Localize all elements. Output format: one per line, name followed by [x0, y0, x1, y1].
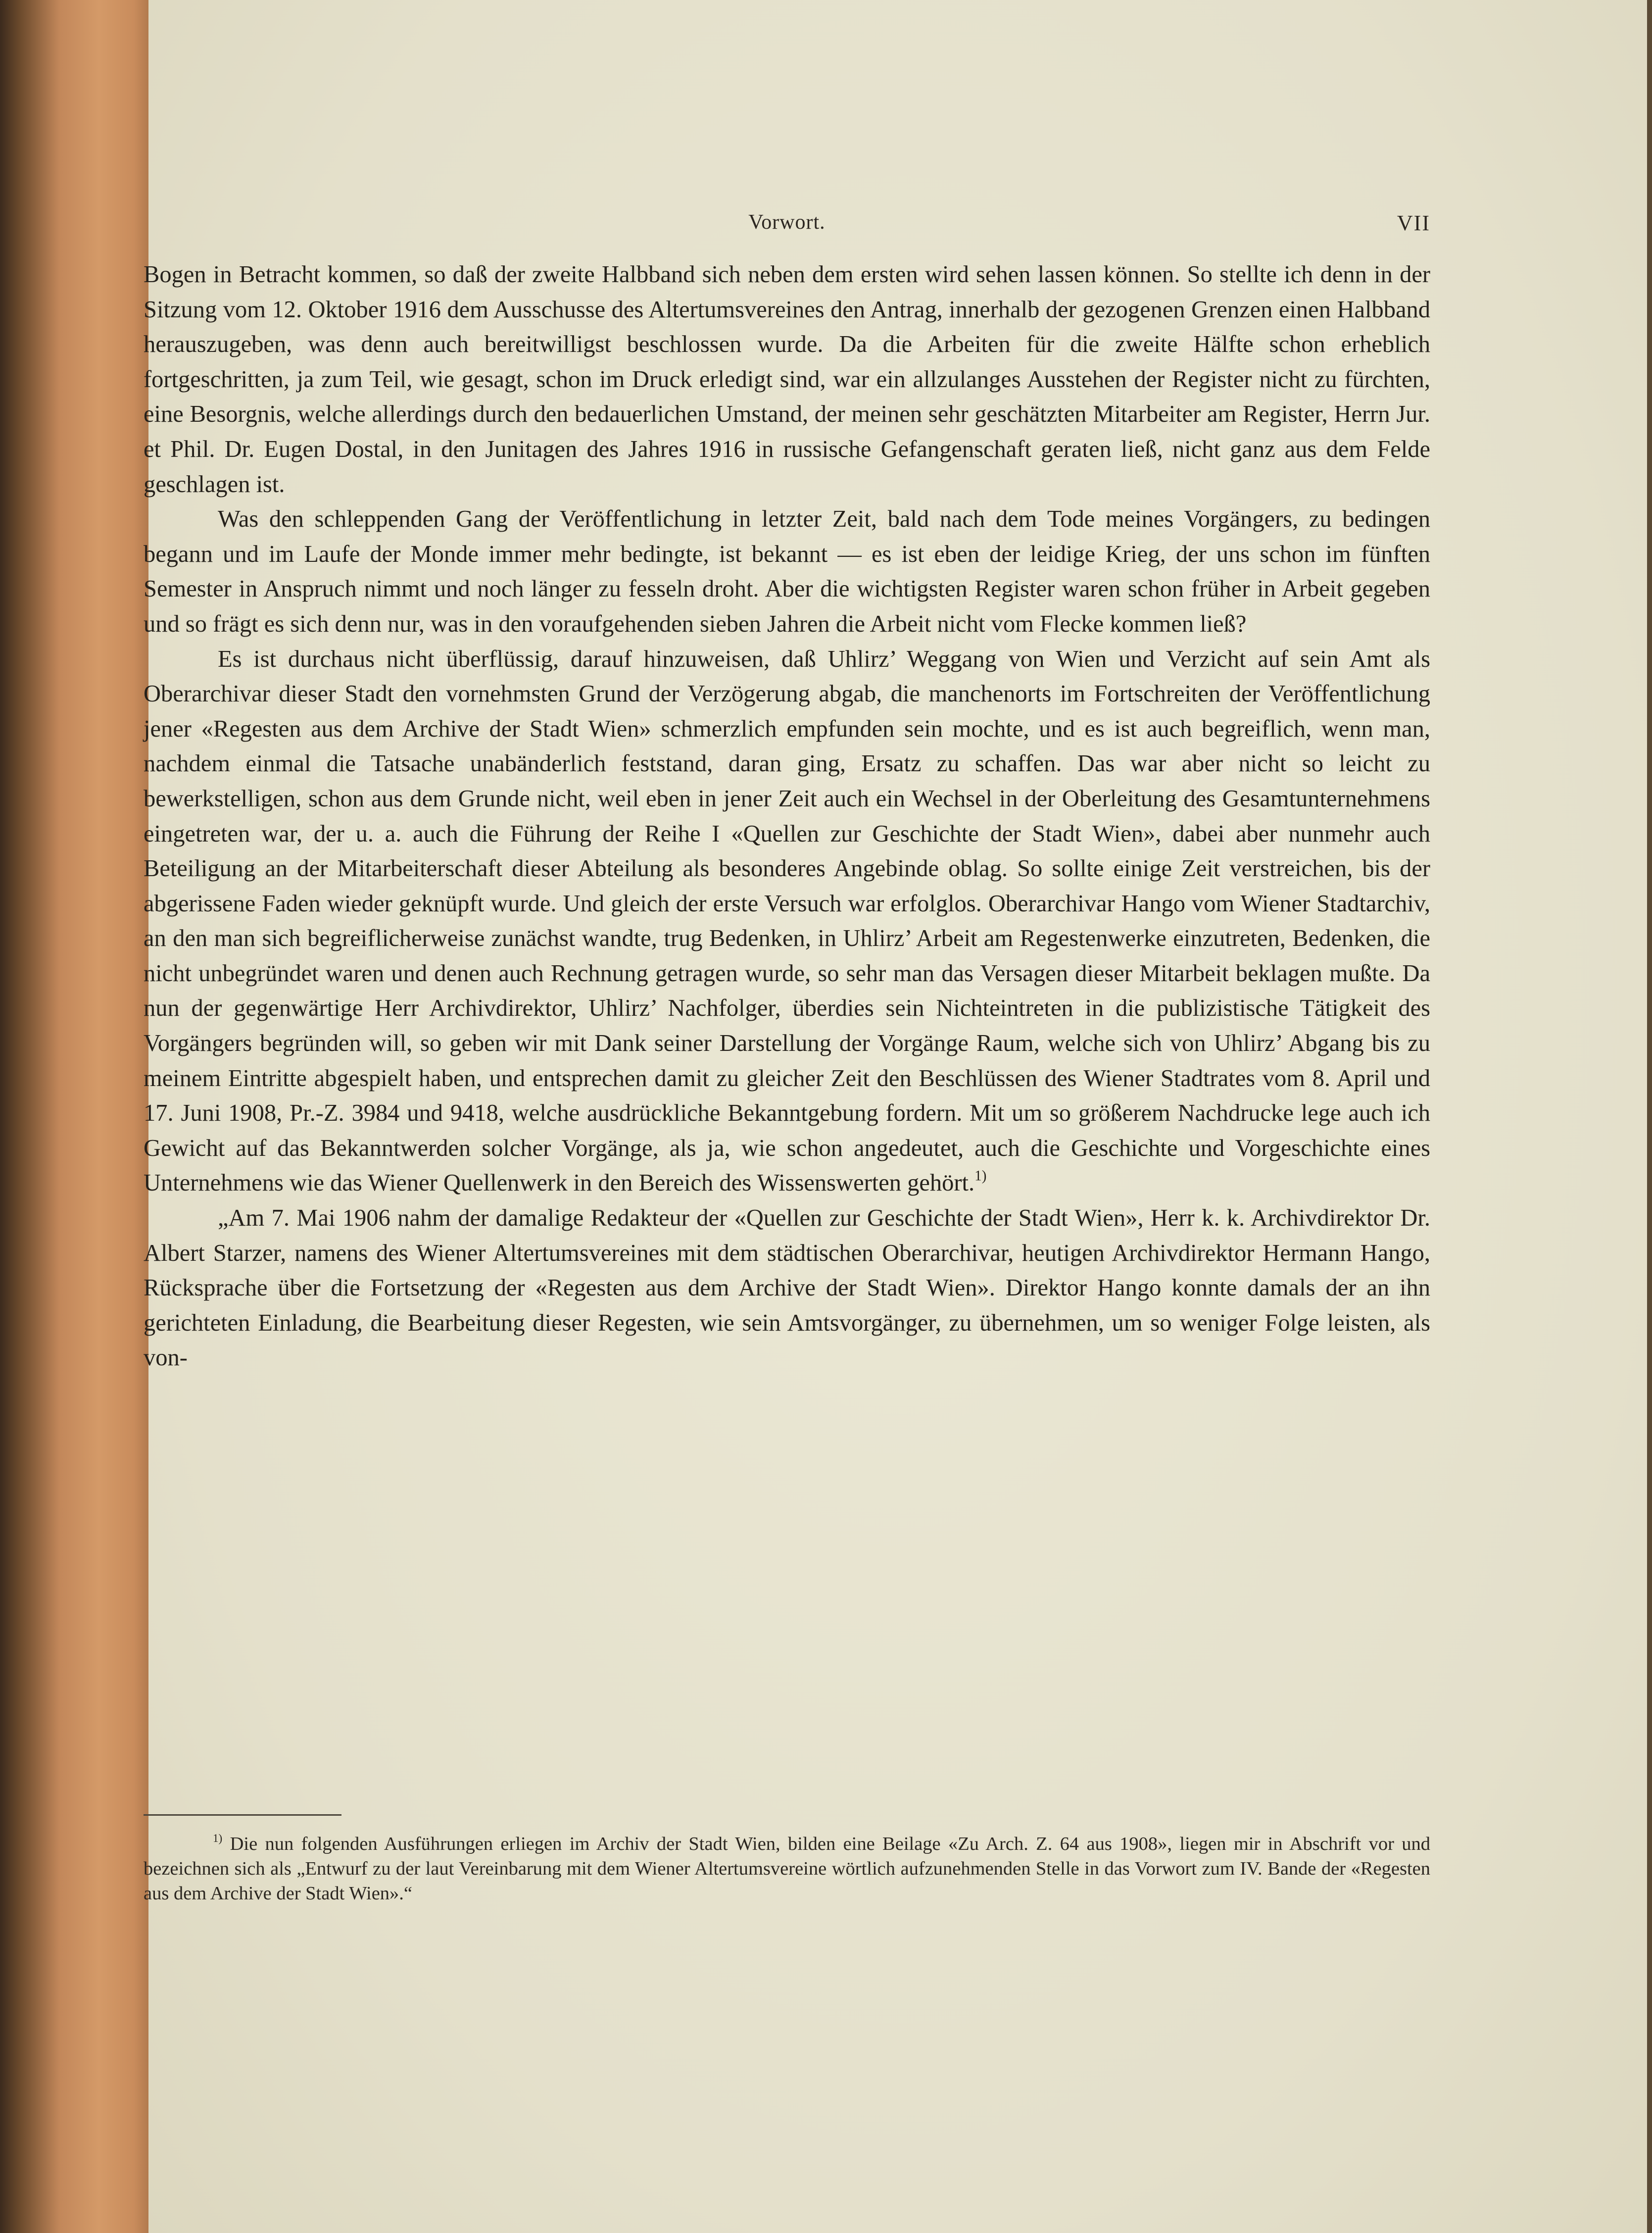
footnote-text: Die nun folgenden Ausführungen erliegen im Archiv der Stadt Wien, bilden eine Beilage «Zu Arch. Z. 64 aus 1908», liegen mir in Abschrift vor und bezeichnen sich als „Entwurf zu der laut Vereinbarung mit dem Wiener Altertumsvereine wörtlich aufzunehmenden Stelle in das Vorwort zum IV. Bande der «Regesten aus dem Archive der Stadt Wien».“ [144, 1834, 1430, 1904]
paragraph: „Am 7. Mai 1906 nahm der damalige Redakteur der «Quellen zur Geschichte der Stadt Wien», Herr k. k. Archivdirektor Dr. Albert Starzer, namens des Wiener Altertumsvereines mit dem städtischen Oberarchivar, heutigen Archivdirektor Hermann Hango, Rücksprache über die Fortsetzung der «Regesten aus dem Archive der Stadt Wien». Direktor Hango konnte damals der an ihn gerichteten Einladung, die Bearbeitung dieser Regesten, wie sein Amtsvorgänger, zu übernehmen, um so weniger Folge leisten, als von- [144, 1205, 1430, 1371]
paragraph-text: Es ist durchaus nicht überflüssig, darauf hinzuweisen, daß Uhlirz’ Weggang von Wien und Verzicht auf sein Amt als Oberarchivar dieser Stadt den vornehmsten Grund der Verzögerung abgab, die manchenorts im Fortschreiten der Veröffentlichung jener «Regesten aus dem Archive der Stadt Wien» schmerzlich empfunden sein mochte, und es ist auch begreiflich, wenn man, nachdem einmal die Tatsache unabänderlich feststand, daran ging, Ersatz zu schaffen. Das war aber nicht so leicht zu bewerkstelligen, schon aus dem Grunde nicht, weil eben in jener Zeit auch ein Wechsel in der Oberleitung des Gesamtunternehmens eingetreten war, der u. a. auch die Führung der Reihe I «Quellen zur Geschichte der Stadt Wien», dabei aber nunmehr auch Beteiligung an der Mitarbeiterschaft dieser Abteilung als besonderes Angebinde oblag. So sollte einige Zeit verstreichen, bis der abgerissene Faden wieder geknüpft wurde. Und gleich der erste Versuch war erfolglos. Oberarchivar Hango vom Wiener Stadtarchiv, an den man sich begreiflicherweise zunächst wandte, trug Bedenken, in Uhlirz’ Arbeit am Regestenwerke einzutreten, Bedenken, die nicht unbegründet waren und denen auch Rechnung getragen wurde, so sehr man das Versagen dieser Mitarbeit beklagen mußte. Da nun der gegenwärtige Herr Archivdirektor, Uhlirz’ Nachfolger, überdies sein Nichteintreten in die publizistische Tätigkeit des Vorgängers begründen will, so geben wir mit Dank seiner Darstellung der Vorgänge Raum, welche sich von Uhlirz’ Abgang bis zu meinem Eintritte abgespielt haben, und entsprechen damit zu gleicher Zeit den Beschlüssen des Wiener Stadtrates vom 8. April und 17. Juni 1908, Pr.-Z. 3984 und 9418, welche ausdrückliche Bekanntgebung fordern. Mit um so größerem Nachdrucke lege auch ich Gewicht auf das Bekanntwerden solcher Vorgänge, als ja, wie schon angedeutet, auch die Geschichte und Vorgeschichte eines Unternehmens wie das Wiener Quellenwerk in den Bereich des Wissenswerten gehört. [144, 645, 1430, 1196]
main-text [144, 257, 1430, 1376]
footnote-divider [144, 1814, 341, 1816]
running-header [144, 210, 1430, 240]
footnote [144, 1832, 1430, 1906]
footnote-marker: 1) [213, 1831, 223, 1844]
page-number: VII [1397, 211, 1430, 235]
paragraph: Was den schleppenden Gang der Veröffentlichung in letzter Zeit, bald nach dem Tode meines Vorgängers, zu bedingen begann und im Laufe der Monde immer mehr bedingte, ist bekannt — es ist eben der leidige Krieg, der uns schon im fünften Semester in Anspruch nimmt und noch länger zu fesseln droht. Aber die wichtigsten Register waren schon früher in Arbeit gegeben und so frägt es sich denn nur, was in den voraufgehenden sieben Jahren die Arbeit nicht vom Flecke kommen ließ? [144, 506, 1430, 637]
paragraph: Bogen in Betracht kommen, so daß der zweite Halbband sich neben dem ersten wird sehen lassen können. So stellte ich denn in der Sitzung vom 12. Oktober 1916 dem Ausschusse des Altertumsvereines den Antrag, innerhalb der gezogenen Grenzen einen Halbband herauszugeben, was denn auch bereitwilligst beschlossen wurde. Da die Arbeiten für die zweite Hälfte schon erheblich fortgeschritten, ja zum Teil, wie gesagt, schon im Druck erledigt sind, war ein allzulanges Ausstehen der Register nicht zu fürchten, eine Besorgnis, welche allerdings durch den bedauerlichen Umstand, der meinen sehr geschätzten Mitarbeiter am Register, Herrn Jur. et Phil. Dr. Eugen Dostal, in den Junitagen des Jahres 1916 in russische Gefangenschaft geraten ließ, nicht ganz aus dem Felde geschlagen ist. [144, 261, 1430, 497]
paragraph [144, 642, 1430, 1201]
book-spine [0, 0, 148, 2233]
page-edge [1647, 0, 1652, 2233]
footnote-reference: 1) [974, 1168, 987, 1185]
running-title: Vorwort. [748, 211, 826, 234]
